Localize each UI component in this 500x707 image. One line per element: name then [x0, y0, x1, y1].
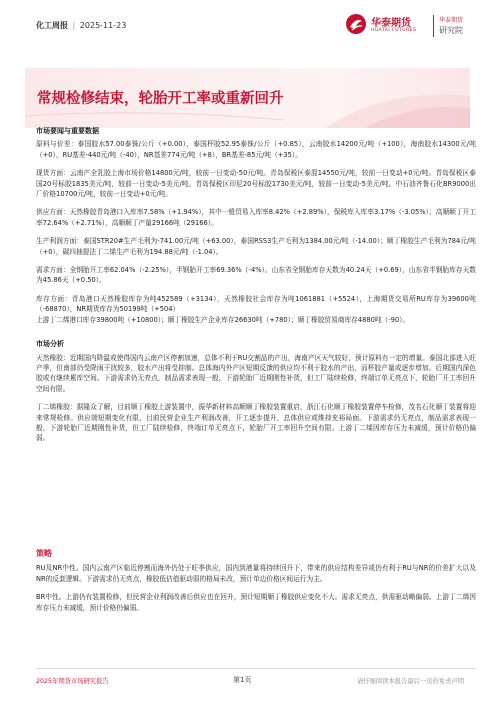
huatai-logo-icon [345, 13, 367, 35]
strategy-heading: 策略 [36, 549, 52, 558]
logo-sub-line2: 研究院 [439, 26, 463, 35]
footer-divider [36, 668, 476, 669]
raw-material-paragraph: 原料与价差：泰国胶水57.00泰铢/公斤（+0.00），泰国杯胶52.95泰铢/公斤（+0.85），云南胶水14200元/吨（+100），海南胶水14300元/吨（+0），RU基差-440元/吨（-40），NR基差774元/吨（+8），BR基差-85元/吨（+35）。 [36, 140, 476, 159]
report-type: 化工周报 [36, 21, 68, 30]
report-meta [36, 20, 126, 31]
strategy-br: BR中性。上游仍有装置检修，但民营企业利润改善后供应也在回升，预计短期顺丁橡胶供应变化不大。需求无亮点，供需驱动略偏弱。上游丁二烯因库存压力未减缓，预计价格仍偏弱。 [36, 593, 476, 612]
report-date: 2025-11-23 [79, 21, 127, 30]
demand-paragraph: 需求方面：全钢胎开工率62.04%（-2.25%），半钢胎开工率69.36%（-4%）。山东省全钢胎库存天数为40.24天（+0.69），山东省半钢胎库存天数为45.86天（+0.50）。 [36, 266, 476, 285]
logo-text-en: HUATAI FUTURES [371, 28, 417, 33]
main-content [36, 126, 476, 452]
logo-text-cn: 华泰期货 [371, 18, 411, 29]
logo-sub-line1: 华泰期货 [439, 17, 464, 24]
market-news-heading: 市场要闻与重要数据 [36, 127, 99, 135]
disclaimer-note: 请仔细阅读本报告最后一页的免责声明 [356, 678, 464, 685]
market-analysis-heading: 市场分析 [36, 340, 64, 349]
butadiene-rubber-analysis: 丁二烯橡胶：据隆众了解，目前顺丁橡胶上游装置中，振华新材料高顺顺丁橡胶装置重启，浙江石化顺丁橡胶装置停车检修，茂名石化顺丁装置将迎来常规检修。供应端短期变化有限，目前民营企业生产利润改善，开工逐步提升，总体供应或维持充裕局面。下游需求仍无亮点，制品需求表现一般，下游轮胎厂近期刚性补货，但工厂陆续检修，终端订单无亮点下，轮胎厂开工率回升空间有限。上游丁二烯因库存压力未减缓，预计价格仍偏弱。 [36, 403, 476, 443]
spot-paragraph: 现货方面：云南产全乳胶上海市场价格14800元/吨，较前一日变动-50元/吨。青岛保税区泰混14550元/吨，较前一日变动+0元/吨。青岛保税区泰国20号标胶1835美元/吨，较前一日变动-5美元/吨。青岛保税区印尼20号标胶1730美元/吨，较前一日变动-5美元/吨。中石油齐鲁石化BR9000出厂价格10700元/吨，较前一日变动+0元/吨。 [36, 169, 476, 199]
footer-report-name: 2025年期货市场研究报告 [36, 678, 109, 685]
page-number: 第1页 [233, 676, 252, 684]
logo-divider [433, 15, 434, 37]
profit-paragraph: 生产利润方面：泰国STR20#生产毛利为-741.00元/吨（+63.00），泰国RSS3生产毛利为1384.00元/吨（-14.00）；顺丁橡胶生产毛利为784元/吨（+0），碳四抽提法丁二烯生产毛利为194.88元/吨（-1.04）。 [36, 237, 476, 256]
document-title: 常规检修结束，轮胎开工率或重新回升 [37, 91, 284, 107]
strategy-section [36, 549, 476, 621]
title-banner [25, 68, 470, 128]
inventory-paragraph-2: 上游丁二烯港口库存39800吨（+10800）；顺丁橡胶生产企业库存26630吨（+780）；顺丁橡胶贸易商库存4880吨（-90）。 [36, 315, 410, 324]
strategy-ru-nr: RU及NR中性。国内云南产区临近停割而海外仍处于旺季供应，国内到港量将持续回升下，带来的供应结构差异或仍有利于RU与NR的价差扩大以及NR的反套逻辑。下游需求仍无亮点，橡胶低估值驱动弱的格局未改，预计单边价格区间运行为主。 [36, 564, 476, 583]
page-header [0, 0, 500, 50]
huatai-logo [345, 11, 475, 41]
meta-separator: | [72, 21, 76, 30]
inventory-paragraph-1: 库存方面：青岛港口天然橡胶库存为吨452589（+3134），天然橡胶社会库存为吨1061881（+5524），上海期货交易所RU库存为39600吨（-68870），NR期货库存为50199吨（+504） [36, 294, 476, 314]
natural-rubber-analysis: 天然橡胶：近期国内降温或使得国内云南产区停割加速，总体不利于RU交割品的产出，海南产区天气较好，预计原料有一定的增量。泰国北部进入旺产季，但南部仍受降雨干扰较多，胶水产出将受抑制。总体海内外产区短期反馈的供应均不利于胶水的产出，而杯胶产量或逐步增加。后期国内深色胶或有继续累库空间。下游需求仍无亮点，制品需求表现一般，下游轮胎厂近期刚性补货，但工厂陆续检修，终端订单无亮点下，轮胎厂开工率回升空间有限。 [36, 353, 476, 393]
supply-paragraph: 供应方面：天然橡胶青岛港口入库率7.58%（+1.94%），其中一般贸易入库率8.42%（+2.89%），保税库入库率3.17%（-3.05%）；高顺顺丁开工率72.64%（+2.71%），高顺顺丁产量29166吨（29166）。 [36, 208, 476, 227]
